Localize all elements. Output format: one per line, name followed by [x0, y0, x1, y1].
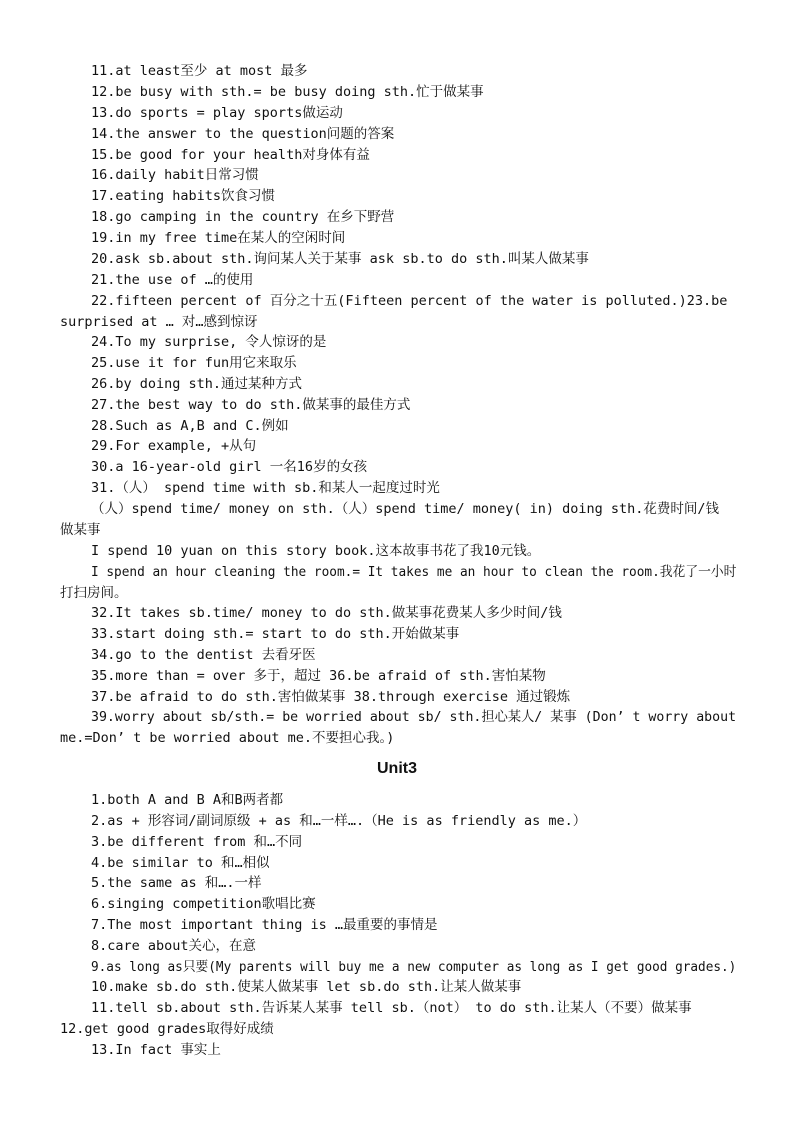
text-line: 16.daily habit日常习惯 [91, 167, 259, 183]
text-line: 6.singing competition歌唱比赛 [91, 896, 316, 912]
text-line: 32.It takes sb.time/ money to do sth.做某事花费某人多少时间/钱 [91, 605, 562, 621]
text-line: 1.both A and B A和B两者都 [91, 792, 284, 808]
text-line: 33.start doing sth.= start to do sth.开始做某事 [91, 626, 460, 642]
text-line: 21.the use of …的使用 [91, 272, 254, 288]
text-line: 37.be afraid to do sth.害怕做某事 38.through exercise 通过锻炼 [91, 689, 571, 705]
text-line: 8.care about关心，在意 [91, 938, 257, 954]
text-line: 26.by doing sth.通过某种方式 [91, 376, 303, 392]
text-line: 22.fifteen percent of 百分之十五(Fifteen percent of the water is polluted.)23.be [91, 293, 728, 309]
text-line: 11.at least至少 at most 最多 [91, 63, 308, 79]
text-line: （人）spend time/ money on sth.（人）spend time/ money( in) doing sth.花费时间/钱 [91, 501, 720, 517]
text-line: 31.（人） spend time with sb.和某人一起度过时光 [91, 480, 440, 496]
text-line: I spend 10 yuan on this story book.这本故事书花了我10元钱。 [91, 543, 541, 559]
text-line: 39.worry about sb/sth.= be worried about sb/ sth.担心某人/ 某事 (Don’ t worry about [91, 709, 737, 725]
text-line: 12.get good grades取得好成绩 [60, 1021, 274, 1037]
text-line: 打扫房间。 [60, 585, 128, 601]
text-line: 5.the same as 和….一样 [91, 875, 262, 891]
text-line: 20.ask sb.about sth.询问某人关于某事 ask sb.to do sth.叫某人做某事 [91, 251, 589, 267]
text-line: 2.as + 形容词/副词原级 + as 和…一样….（He is as friendly as me.） [91, 813, 587, 829]
text-line: 27.the best way to do sth.做某事的最佳方式 [91, 397, 411, 413]
text-line: 14.the answer to the question问题的答案 [91, 126, 395, 142]
text-line: 30.a 16-year-old girl 一名16岁的女孩 [91, 459, 368, 475]
text-line: 3.be different from 和…不同 [91, 834, 303, 850]
text-line: me.=Don’ t be worried about me.不要担心我。) [60, 730, 395, 746]
text-line: I spend an hour cleaning the room.= It takes me an hour to clean the room.我花了一小时 [91, 564, 737, 580]
text-line: 7.The most important thing is …最重要的事情是 [91, 917, 438, 933]
text-line: 29.For example, +从句 [91, 438, 257, 454]
text-line: surprised at … 对…感到惊讶 [60, 314, 258, 330]
text-line: 34.go to the dentist 去看牙医 [91, 647, 316, 663]
text-line: 10.make sb.do sth.使某人做某事 let sb.do sth.让某人做某事 [91, 979, 522, 995]
text-line: 18.go camping in the country 在乡下野营 [91, 209, 395, 225]
text-line: 24.To my surprise, 令人惊讶的是 [91, 334, 327, 350]
text-line: 13.In fact 事实上 [91, 1042, 221, 1058]
text-line: 15.be good for your health对身体有益 [91, 147, 370, 163]
section-heading: Unit3 [377, 760, 417, 777]
text-line: 17.eating habits饮食习惯 [91, 188, 276, 204]
text-line: 11.tell sb.about sth.告诉某人某事 tell sb.（not） to do sth.让某人（不要）做某事 [91, 1000, 692, 1016]
text-line: 4.be similar to 和…相似 [91, 855, 270, 871]
text-line: 25.use it for fun用它来取乐 [91, 355, 297, 371]
text-line: 28.Such as A,B and C.例如 [91, 418, 289, 434]
text-line: 12.be busy with sth.= be busy doing sth.忙于做某事 [91, 84, 484, 100]
text-line: 35.more than = over 多于，超过 36.be afraid of sth.害怕某物 [91, 668, 546, 684]
text-line: 9.as long as只要(My parents will buy me a new computer as long as I get good grades.) [91, 959, 737, 975]
text-line: 19.in my free time在某人的空闲时间 [91, 230, 346, 246]
text-line: 13.do sports = play sports做运动 [91, 105, 343, 121]
text-line: 做某事 [60, 522, 101, 538]
